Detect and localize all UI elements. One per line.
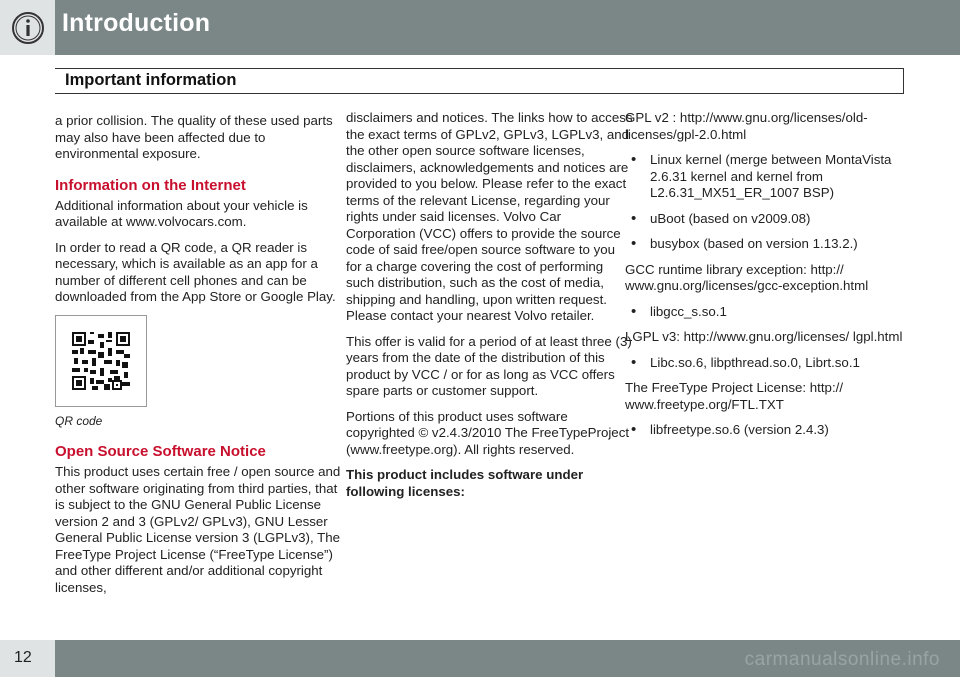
section-header [55,68,904,94]
info-circle-icon [9,9,47,47]
footer-bar [0,640,960,677]
gpl2-line: GPL v2 : http://www.gnu.org/licenses/old-licenses/gpl-2.0.html [625,110,868,142]
column-2 [346,110,634,509]
gpl2-list [625,152,913,253]
watermark: carmanualsonline.info [744,649,940,670]
lgpl3-list [625,355,913,372]
section-title: Important information [65,71,237,89]
qr-code-frame [55,315,147,407]
licenses-intro [346,467,634,500]
chapter-title: Introduction [62,9,211,37]
list-item: • libfreetype.so.6 (version 2.4.3) [625,422,913,439]
column-1 [55,113,343,605]
freetype-list [625,422,913,439]
list-item: • Linux kernel (merge between MontaVista 2.6.31 kernel and kernel from L2.6.31_MX51_ER_1007 BSP) [625,152,913,202]
list-item: • Libc.so.6, libpthread.so.0, Librt.so.1 [625,355,913,372]
qr-caption: QR code [55,413,103,428]
internet-paragraph-1: Additional information about your vehicle is available at www.volvocars.com. [55,197,308,229]
chapter-header-bar [0,0,960,55]
freetype-copyright-paragraph: Portions of this product uses software copyrighted © v2.4.3/2010 The FreeTypeProject (www.freetype.org). All rights reserved. [346,408,630,457]
qr-code-icon [72,332,130,390]
gcc-line: GCC runtime library exception: http:// www.gnu.org/licenses/gcc-exception.html [625,261,869,293]
list-item: • libgcc_s.so.1 [625,304,913,321]
oss-paragraph-cont: disclaimers and notices. The links how to access the exact terms of GPLv2, GPLv3, LGPLv3, and the other open source software licenses, disclaimers, acknowledgements and notices are provided to you below. Please refer to the exact terms of the relevant License, regarding your rights under said licenses. Volvo Car Corporation (VCC) offers to provide the source code of said free/open source software to you for a charge covering the cost of performing such distribution, such as the cost of media, shipping and handling, upon written request. Please contact your nearest Volvo retailer. [346,110,633,323]
offer-paragraph: This offer is valid for a period of at least three (3) years from the date of the distribution of this product by VCC / or for as long as VCC offers spare parts or customer support. [346,333,632,398]
page-number-box [0,640,55,677]
gcc-list [625,304,913,321]
list-item: • busybox (based on version 1.13.2.) [625,236,913,253]
intro-paragraph: a prior collision. The quality of these used parts may also have been affected due to environmental exposure. [55,113,333,161]
lgpl3-line: LGPL v3: http://www.gnu.org/licenses/ lgpl.html [625,329,903,344]
column-3 [625,110,913,448]
oss-heading: Open Source Software Notice [55,443,266,460]
oss-paragraph: This product uses certain free / open source and other software originating from third parties, that is subject to the GNU General Public License version 2 and 3 (GPLv2/ GPLv3), GNU Lesser General Public License version 3 (LGPLv3), The FreeType Project License (“FreeType License”) and other different and/or additional copyright licenses, [55,464,341,595]
list-item: • uBoot (based on v2009.08) [625,211,913,228]
freetype-line: The FreeType Project License: http:// www.freetype.org/FTL.TXT [625,380,844,412]
licenses-intro-bold: This product includes software under following licenses: [346,467,584,499]
internet-heading: Information on the Internet [55,176,246,194]
chapter-icon-box [0,0,55,55]
page-number: 12 [14,649,32,666]
internet-paragraph-2: In order to read a QR code, a QR reader is necessary, which is available as an app for a number of different cell phones and can be downloaded from the App Store or Google Play. [55,239,336,304]
